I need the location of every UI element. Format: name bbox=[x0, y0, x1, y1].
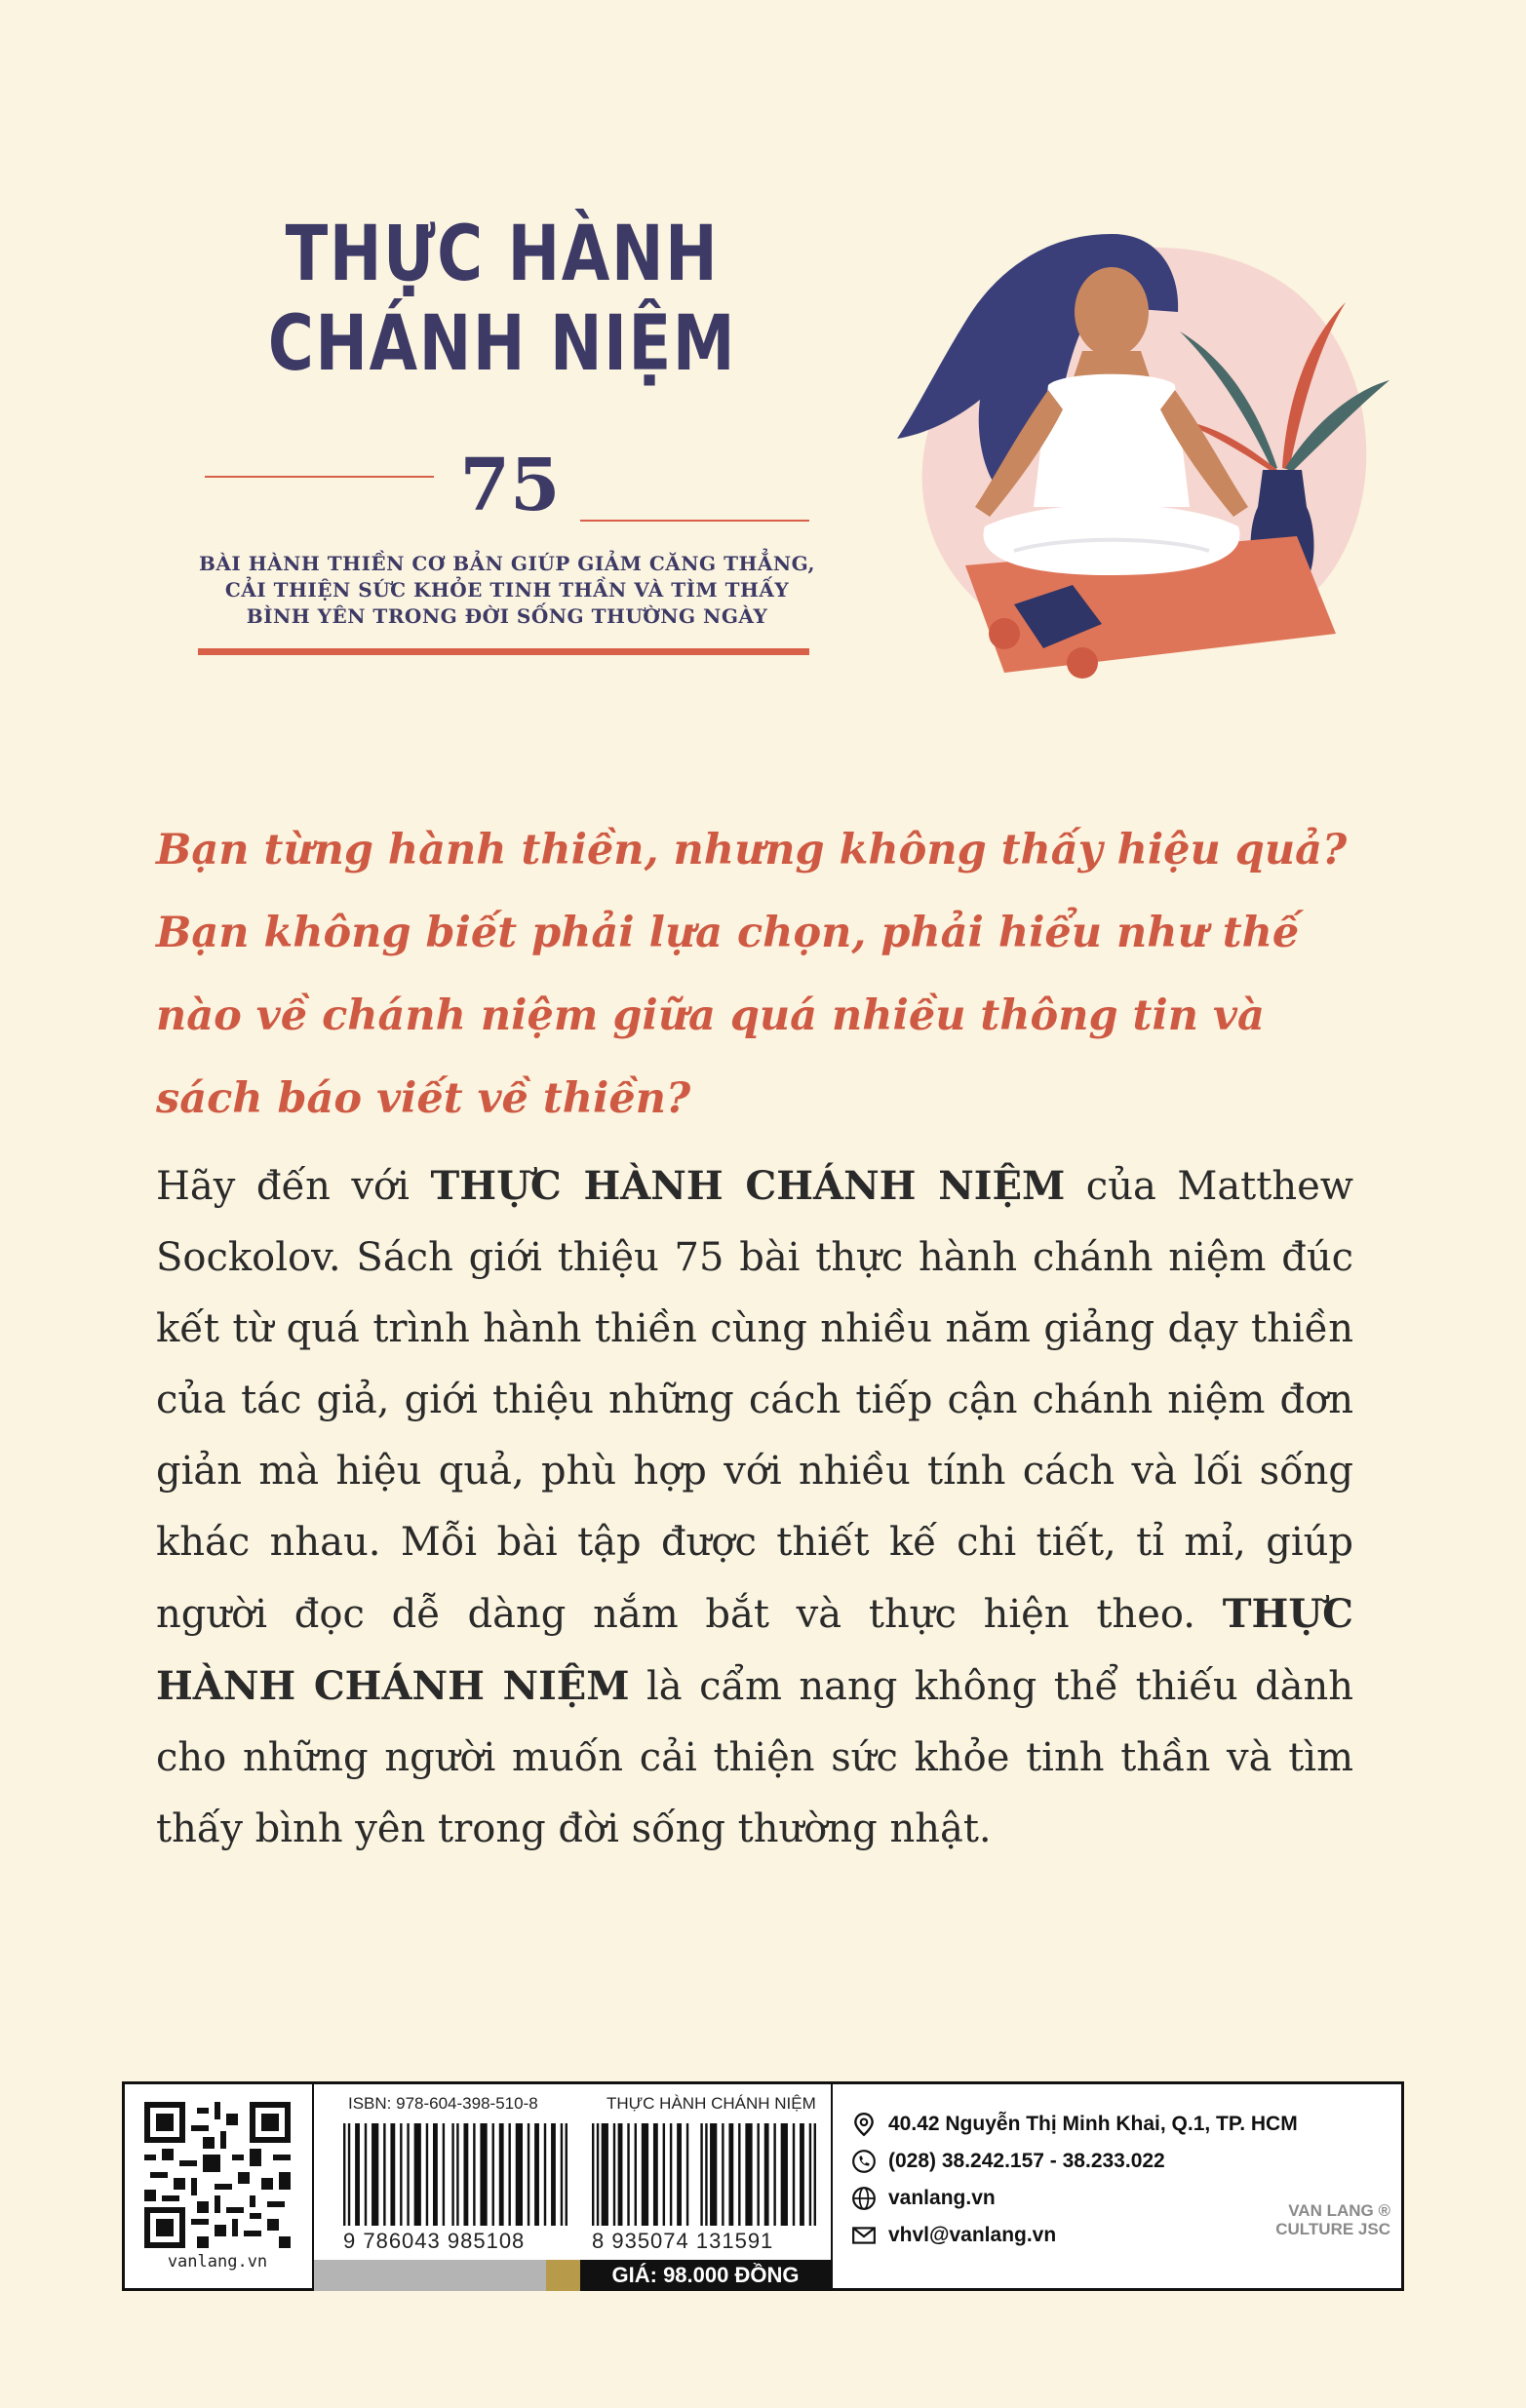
body-text-1: Hãy đến với bbox=[156, 1164, 431, 1209]
divider-left bbox=[205, 476, 434, 478]
body-text-3: là cẩm nang không thể thiếu dành cho những người muốn cải thiện sức khỏe tinh thần và tìm thấy bình yên trong đời sống thường nhật. bbox=[156, 1664, 1354, 1851]
subtitle-line-1: BÀI HÀNH THIỀN CƠ BẢN GIÚP GIẢM CĂNG THẲNG, bbox=[199, 552, 815, 575]
book-title-label: THỰC HÀNH CHÁNH NIỆM bbox=[606, 2094, 816, 2113]
question-2: Bạn không biết phải lựa chọn, phải hiểu như thế nào về chánh niệm giữa quá nhiều thông tin và sách báo viết về thiền? bbox=[156, 909, 1300, 1123]
exercise-count: 75 bbox=[459, 444, 561, 527]
book-title bbox=[190, 210, 814, 389]
website-text[interactable]: vanlang.vn bbox=[888, 2187, 996, 2209]
meditation-illustration bbox=[887, 214, 1394, 692]
qr-code-icon[interactable] bbox=[144, 2102, 291, 2248]
location-pin-icon bbox=[851, 2112, 877, 2137]
subtitle-underline bbox=[198, 648, 809, 655]
publisher-logo bbox=[1225, 2201, 1390, 2238]
isbn-label: ISBN: 978-604-398-510-8 bbox=[348, 2094, 538, 2113]
phone-icon bbox=[851, 2149, 877, 2174]
divider-right bbox=[580, 520, 809, 522]
barcode-section bbox=[312, 2084, 833, 2291]
phone-text: (028) 38.242.157 - 38.233.022 bbox=[888, 2150, 1165, 2172]
question-1: Bạn từng hành thiền, nhưng không thấy hiệu quả? bbox=[156, 826, 1348, 874]
address-row bbox=[851, 2106, 1358, 2143]
publisher-panel bbox=[122, 2081, 1404, 2291]
gold-strip bbox=[546, 2260, 580, 2291]
product-barcode-digits: 8 935074 131591 bbox=[592, 2229, 774, 2253]
phone-row bbox=[851, 2143, 1358, 2180]
gray-strip bbox=[314, 2260, 546, 2291]
brand-line-1: VAN LANG ® bbox=[1288, 2201, 1390, 2220]
title-line-1: THỰC HÀNH bbox=[285, 211, 720, 298]
subtitle bbox=[185, 551, 829, 630]
qr-caption: vanlang.vn bbox=[167, 2252, 268, 2272]
body-text-2: của Matthew Sockolov. Sách giới thiệu 75 bài thực hành chánh niệm đúc kết từ quá trình hành thiền cùng nhiều năm giảng dạy thiền của tác giả, giới thiệu những cách tiếp cận chánh niệm đơn giản mà hiệu quả, phù hợp với nhiều tính cách và lối sống khác nhau. Mỗi bài tập được thiết kế chi tiết, tỉ mỉ, giúp người đọc dễ dàng nắm bắt và thực hiện theo. bbox=[156, 1164, 1353, 1637]
globe-icon bbox=[851, 2186, 877, 2211]
brand-line-2: CULTURE JSC bbox=[1275, 2220, 1390, 2238]
price-label: GIÁ: 98.000 ĐỒNG bbox=[580, 2260, 831, 2291]
body-book-title-2: THỰC HÀNH CHÁNH NIỆM bbox=[156, 1591, 1353, 1709]
number-row bbox=[195, 444, 819, 531]
isbn-barcode-digits: 9 786043 985108 bbox=[343, 2229, 526, 2253]
email-text[interactable]: vhvl@vanlang.vn bbox=[888, 2224, 1057, 2246]
subtitle-line-2: CẢI THIỆN SỨC KHỎE TINH THẦN VÀ TÌM THẤY bbox=[224, 578, 790, 602]
body-book-title-1: THỰC HÀNH CHÁNH NIỆM bbox=[430, 1163, 1066, 1209]
isbn-barcode bbox=[343, 2123, 567, 2226]
title-line-2: CHÁNH NIỆM bbox=[267, 300, 737, 389]
description-paragraph bbox=[156, 1150, 1353, 1865]
product-barcode bbox=[592, 2123, 816, 2226]
subtitle-line-3: BÌNH YÊN TRONG ĐỜI SỐNG THƯỜNG NGÀY bbox=[246, 604, 768, 628]
question-block bbox=[156, 809, 1385, 1141]
mail-icon bbox=[851, 2223, 877, 2248]
address-text: 40.42 Nguyễn Thị Minh Khai, Q.1, TP. HCM bbox=[888, 2113, 1298, 2135]
